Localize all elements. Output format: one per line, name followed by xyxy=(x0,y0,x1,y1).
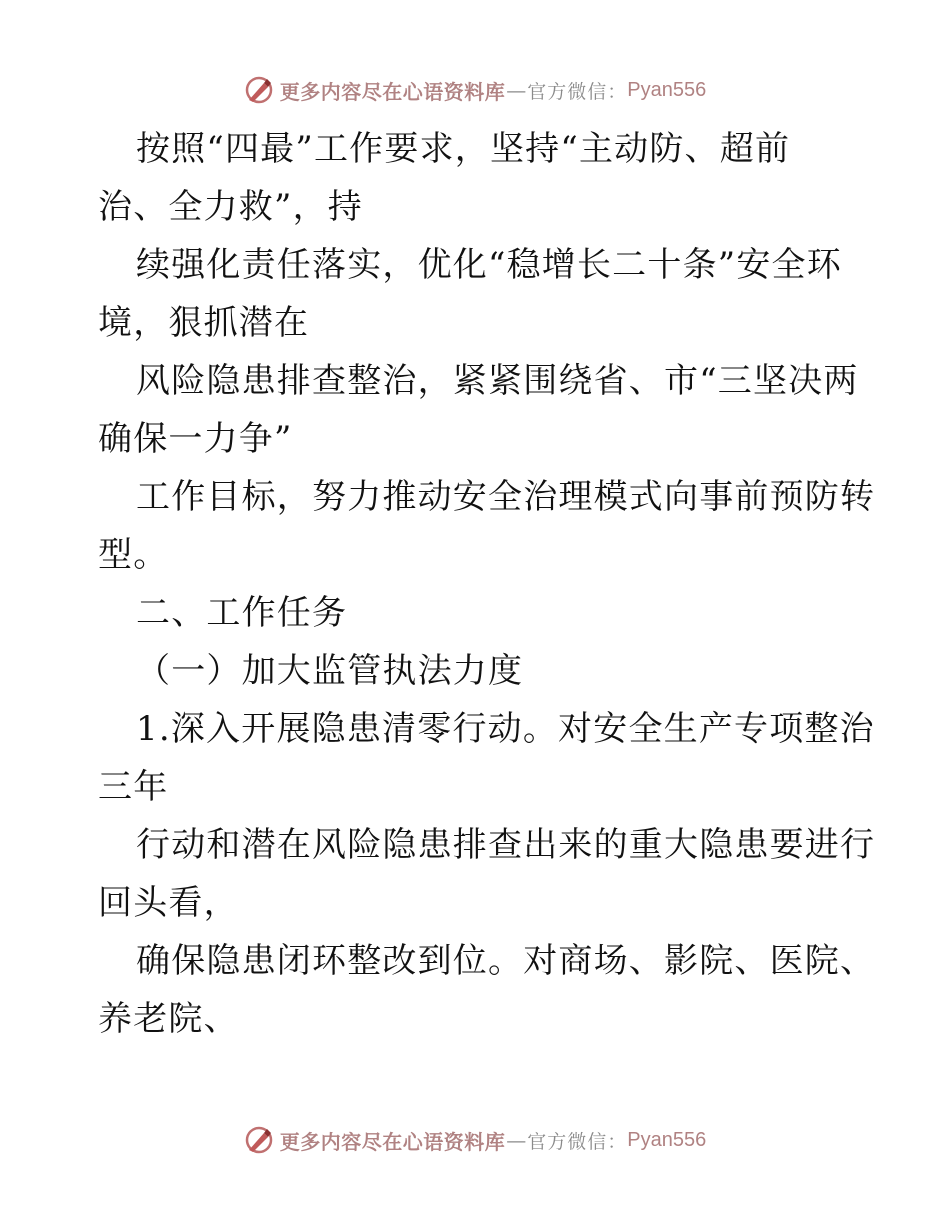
body-line: 确保隐患闭环整改到位。对商场、影院、医院、 xyxy=(136,941,876,981)
footer-wechat-label: 官方微信： xyxy=(527,1130,628,1153)
header-wechat-id: Pyan556 xyxy=(627,78,707,101)
footer-watermark xyxy=(0,1120,950,1160)
body-line: 续强化责任落实，优化“稳增长二十条”安全环 xyxy=(136,245,842,285)
body-line: 治、全力救”，持 xyxy=(98,187,363,227)
body-line: 境，狠抓潜在 xyxy=(98,303,310,343)
footer-dash: — xyxy=(506,1128,527,1152)
body-line: 工作目标，努力推动安全治理模式向事前预防转 xyxy=(136,477,876,517)
body-line: 行动和潜在风险隐患排查出来的重大隐患要进行 xyxy=(136,825,876,865)
pen-logo-icon xyxy=(244,1125,274,1155)
body-line: 养老院、 xyxy=(98,999,239,1039)
body-line: 风险隐患排查整治，紧紧围绕省、市“三坚决两 xyxy=(136,361,859,401)
header-wechat-label: 官方微信： xyxy=(527,80,628,103)
body-line: 按照“四最”工作要求，坚持“主动防、超前 xyxy=(136,129,791,169)
document-body xyxy=(98,120,876,1048)
pen-logo-icon xyxy=(244,75,274,105)
body-line: 回头看， xyxy=(98,883,239,923)
body-line: 三年 xyxy=(98,767,169,807)
subsection-heading: （一）加大监管执法力度 xyxy=(136,651,524,691)
section-heading: 二、工作任务 xyxy=(136,593,348,633)
header-dash: — xyxy=(506,78,527,102)
header-watermark xyxy=(0,70,950,110)
body-line: 1.深入开展隐患清零行动。对安全生产专项整治 xyxy=(136,709,875,749)
footer-wechat-id: Pyan556 xyxy=(627,1128,707,1151)
header-brand-text: 更多内容尽在心语资料库 xyxy=(279,79,506,104)
footer-brand-text: 更多内容尽在心语资料库 xyxy=(279,1129,506,1154)
body-line: 型。 xyxy=(98,535,169,575)
body-line: 确保一力争” xyxy=(98,419,293,459)
